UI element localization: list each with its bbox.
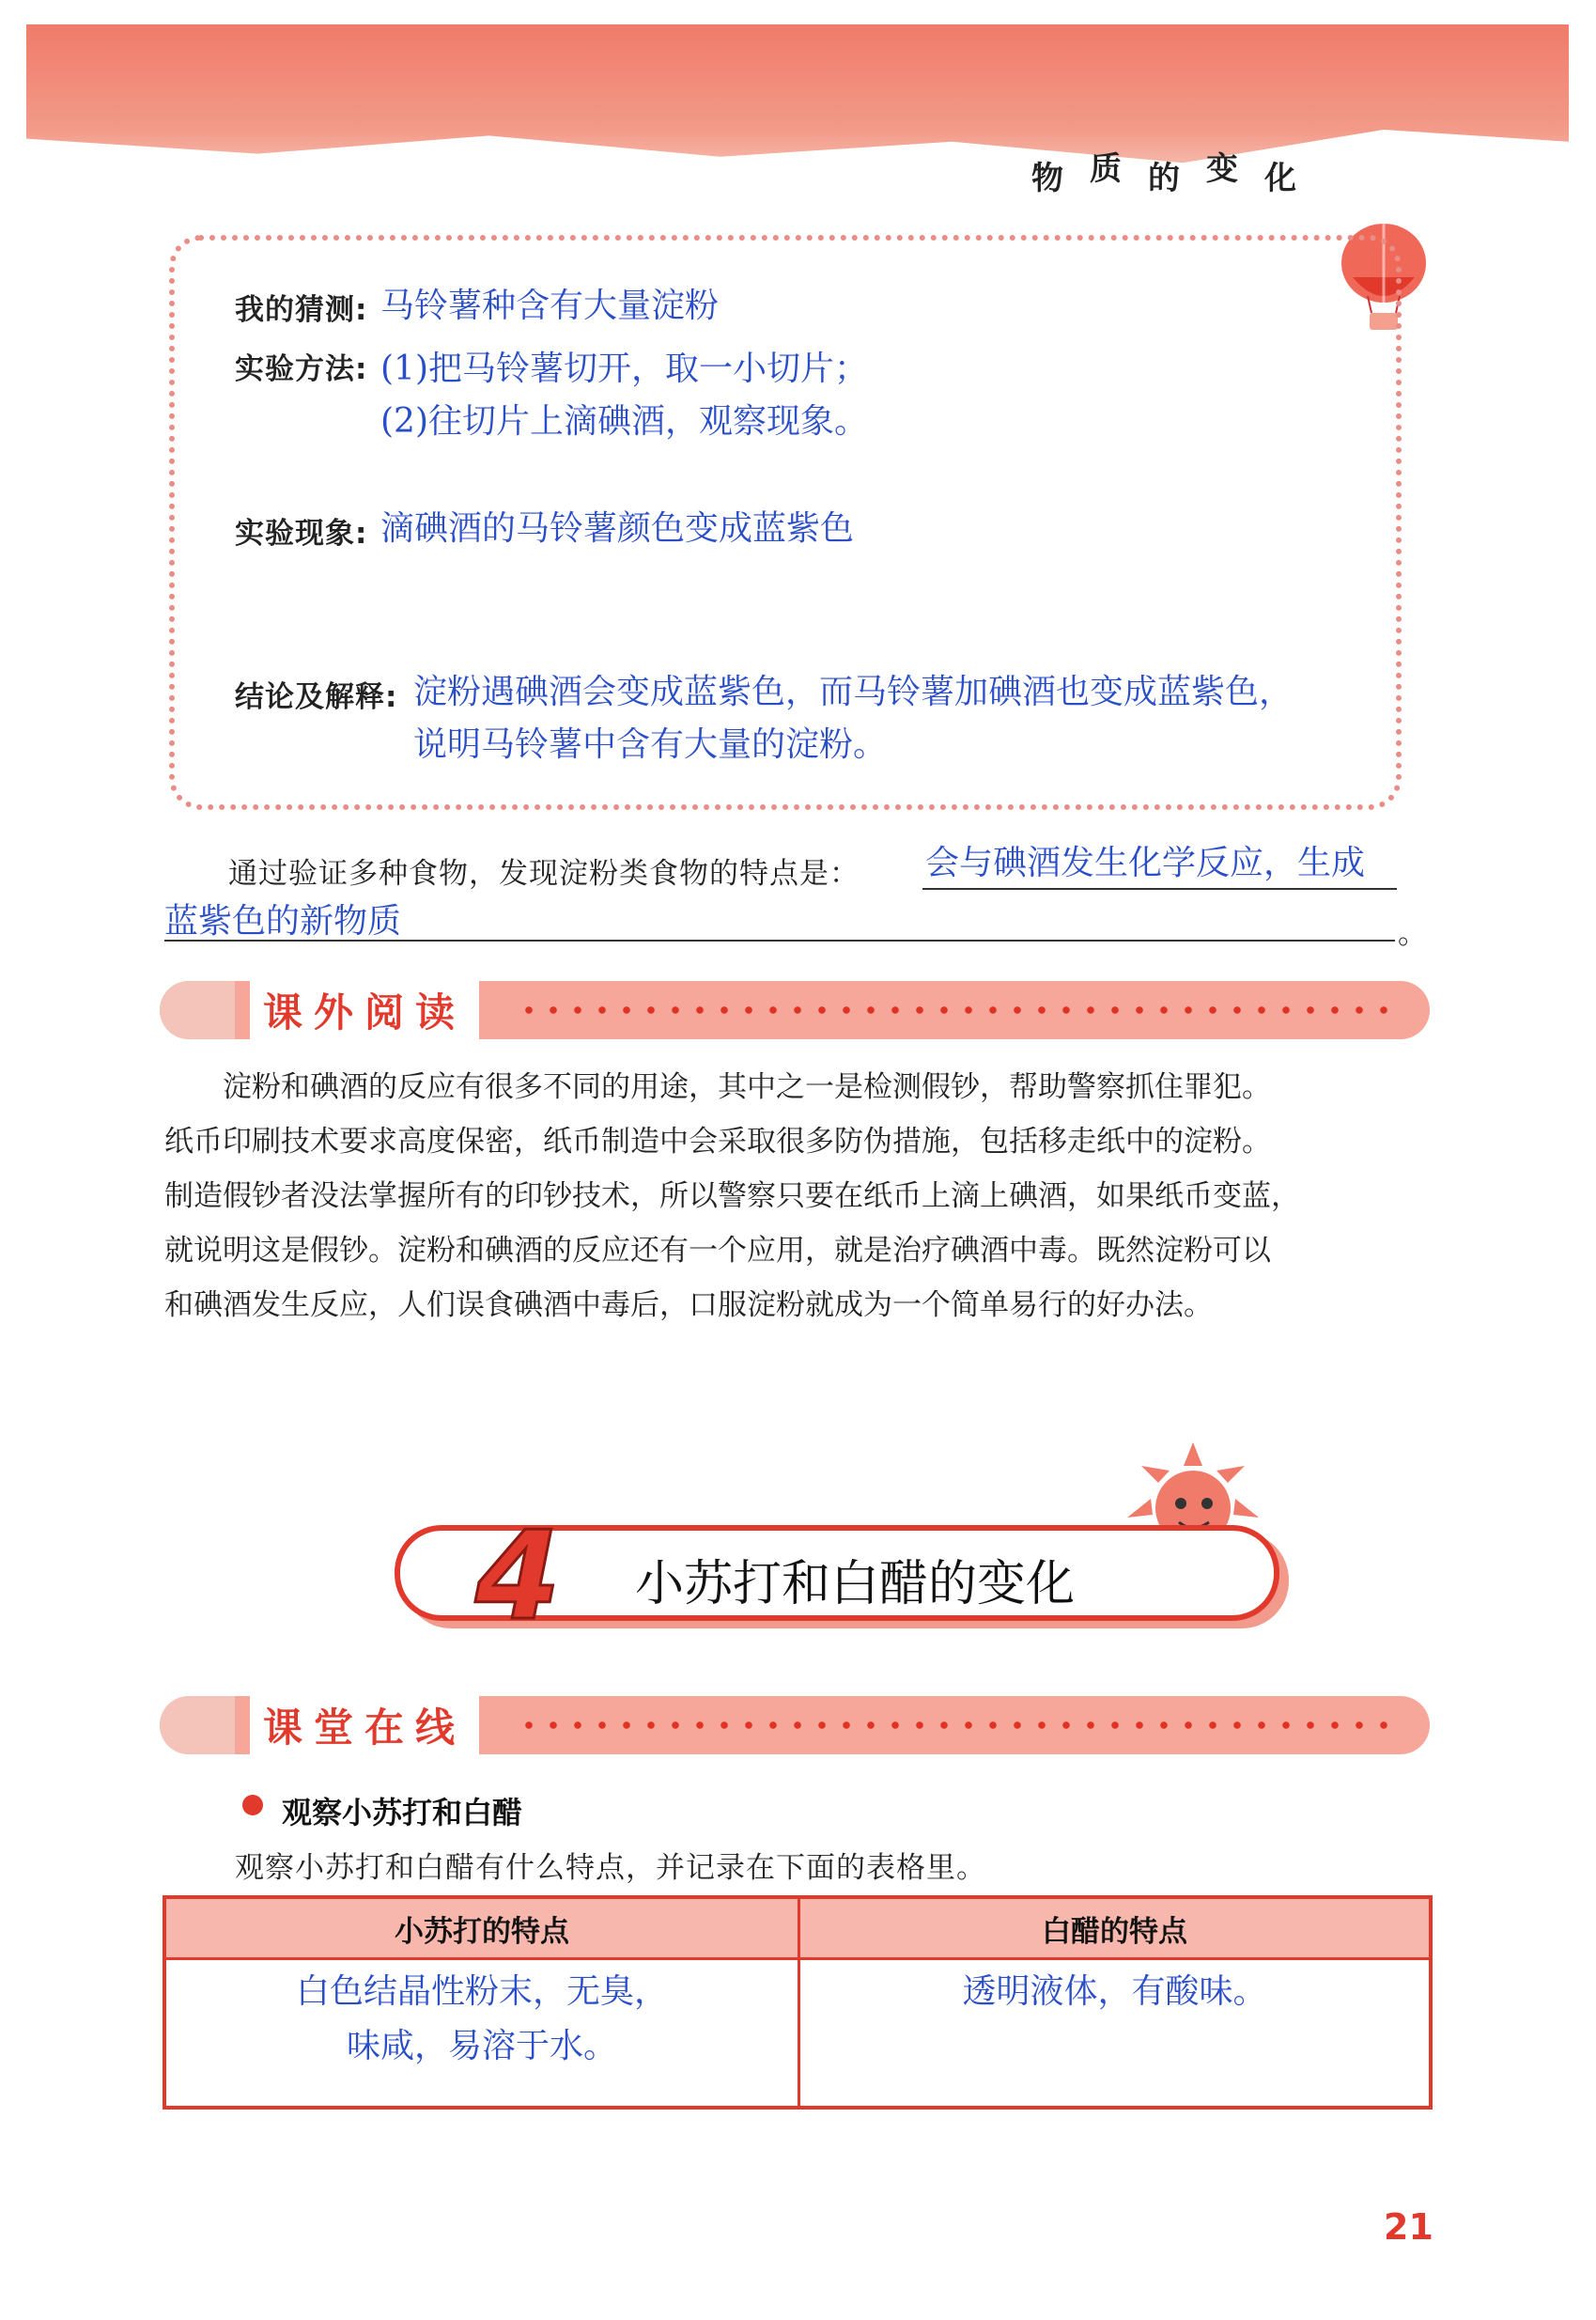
method-label: 实验方法: xyxy=(235,352,368,386)
answer-underline xyxy=(164,940,1395,942)
reading-line: 纸币印刷技术要求高度保密，纸币制造中会采取很多防伪措施，包括移走纸中的淀粉。 xyxy=(164,1125,1271,1159)
cell-line: 白色结晶性粉末，无臭， xyxy=(295,1972,668,2011)
dotted-decoration xyxy=(517,1006,1402,1014)
reading-line: 淀粉和碘酒的反应有很多不同的用途，其中之一是检测假钞，帮助警察抓住罪犯。 xyxy=(223,1070,1271,1104)
page-number: 21 xyxy=(1384,2206,1433,2248)
section-tag-reading: 课外阅读 xyxy=(250,977,479,1043)
phenomenon-label: 实验现象: xyxy=(235,517,368,551)
lesson-title-banner xyxy=(395,1504,1279,1647)
chapter-title-char: 物 xyxy=(1031,160,1063,197)
cell-line: 透明液体，有酸味。 xyxy=(962,1972,1267,2011)
reading-paragraph xyxy=(164,1060,1433,1332)
method-step-1: (1)把马铃薯切开，取一小切片； xyxy=(380,350,868,388)
verify-answer-line-1: 会与碘酒发生化学反应，生成 xyxy=(925,844,1366,882)
table-header-baking-soda: 小苏打的特点 xyxy=(166,1899,798,1957)
section-header-classroom xyxy=(160,1696,1430,1754)
phenomenon-answer: 滴碘酒的马铃薯颜色变成蓝紫色 xyxy=(380,509,855,548)
chapter-title-char: 化 xyxy=(1264,160,1296,197)
answer-underline xyxy=(922,888,1397,890)
reading-line: 制造假钞者没法掌握所有的印钞技术，所以警察只要在纸币上滴上碘酒，如果纸币变蓝， xyxy=(164,1179,1300,1213)
header-banner xyxy=(26,24,1569,175)
section-tag-classroom: 课堂在线 xyxy=(250,1692,479,1758)
conclusion-line-1: 淀粉遇碘酒会变成蓝紫色，而马铃薯加碘酒也变成蓝紫色， xyxy=(413,673,1294,711)
method-step-2: (2)往切片上滴碘酒，观察现象。 xyxy=(380,402,868,441)
section-cap xyxy=(160,981,235,1039)
cell-line: 味咸，易溶于水。 xyxy=(346,2027,617,2065)
guess-label: 我的猜测: xyxy=(235,293,368,327)
verify-prompt: 通过验证多种食物，发现淀粉类食物的特点是： xyxy=(228,857,860,891)
conclusion-label: 结论及解释: xyxy=(235,680,398,714)
verify-end-mark: 。 xyxy=(1398,917,1428,951)
table-cell-baking-soda xyxy=(166,1965,798,2074)
observation-table xyxy=(163,1895,1433,2110)
activity-instruction: 观察小苏打和白醋有什么特点，并记录在下面的表格里。 xyxy=(235,1851,986,1885)
lesson-number: 4 xyxy=(475,1504,561,1647)
chapter-title-char: 变 xyxy=(1206,150,1238,188)
table-cell-vinegar xyxy=(800,1965,1429,2019)
chapter-title-char: 质 xyxy=(1090,150,1122,188)
chapter-title-char: 的 xyxy=(1148,160,1180,197)
chapter-title xyxy=(1024,141,1315,197)
conclusion-line-2: 说明马铃薯中含有大量的淀粉。 xyxy=(413,725,888,764)
lesson-title: 小苏打和白醋的变化 xyxy=(635,1556,1076,1612)
activity-title: 观察小苏打和白醋 xyxy=(282,1795,523,1830)
section-cap xyxy=(160,1696,235,1754)
table-header-vinegar: 白醋的特点 xyxy=(800,1899,1429,1957)
section-header-reading xyxy=(160,981,1430,1039)
bullet-icon xyxy=(242,1795,263,1815)
guess-answer: 马铃薯种含有大量淀粉 xyxy=(380,287,720,325)
dotted-decoration xyxy=(517,1721,1402,1729)
reading-line: 和碘酒发生反应，人们误食碘酒中毒后，口服淀粉就成为一个简单易行的好办法。 xyxy=(164,1288,1213,1322)
verify-answer-line-2: 蓝紫色的新物质 xyxy=(164,902,402,941)
reading-line: 就说明这是假钞。淀粉和碘酒的反应还有一个应用，就是治疗碘酒中毒。既然淀粉可以 xyxy=(164,1234,1271,1268)
